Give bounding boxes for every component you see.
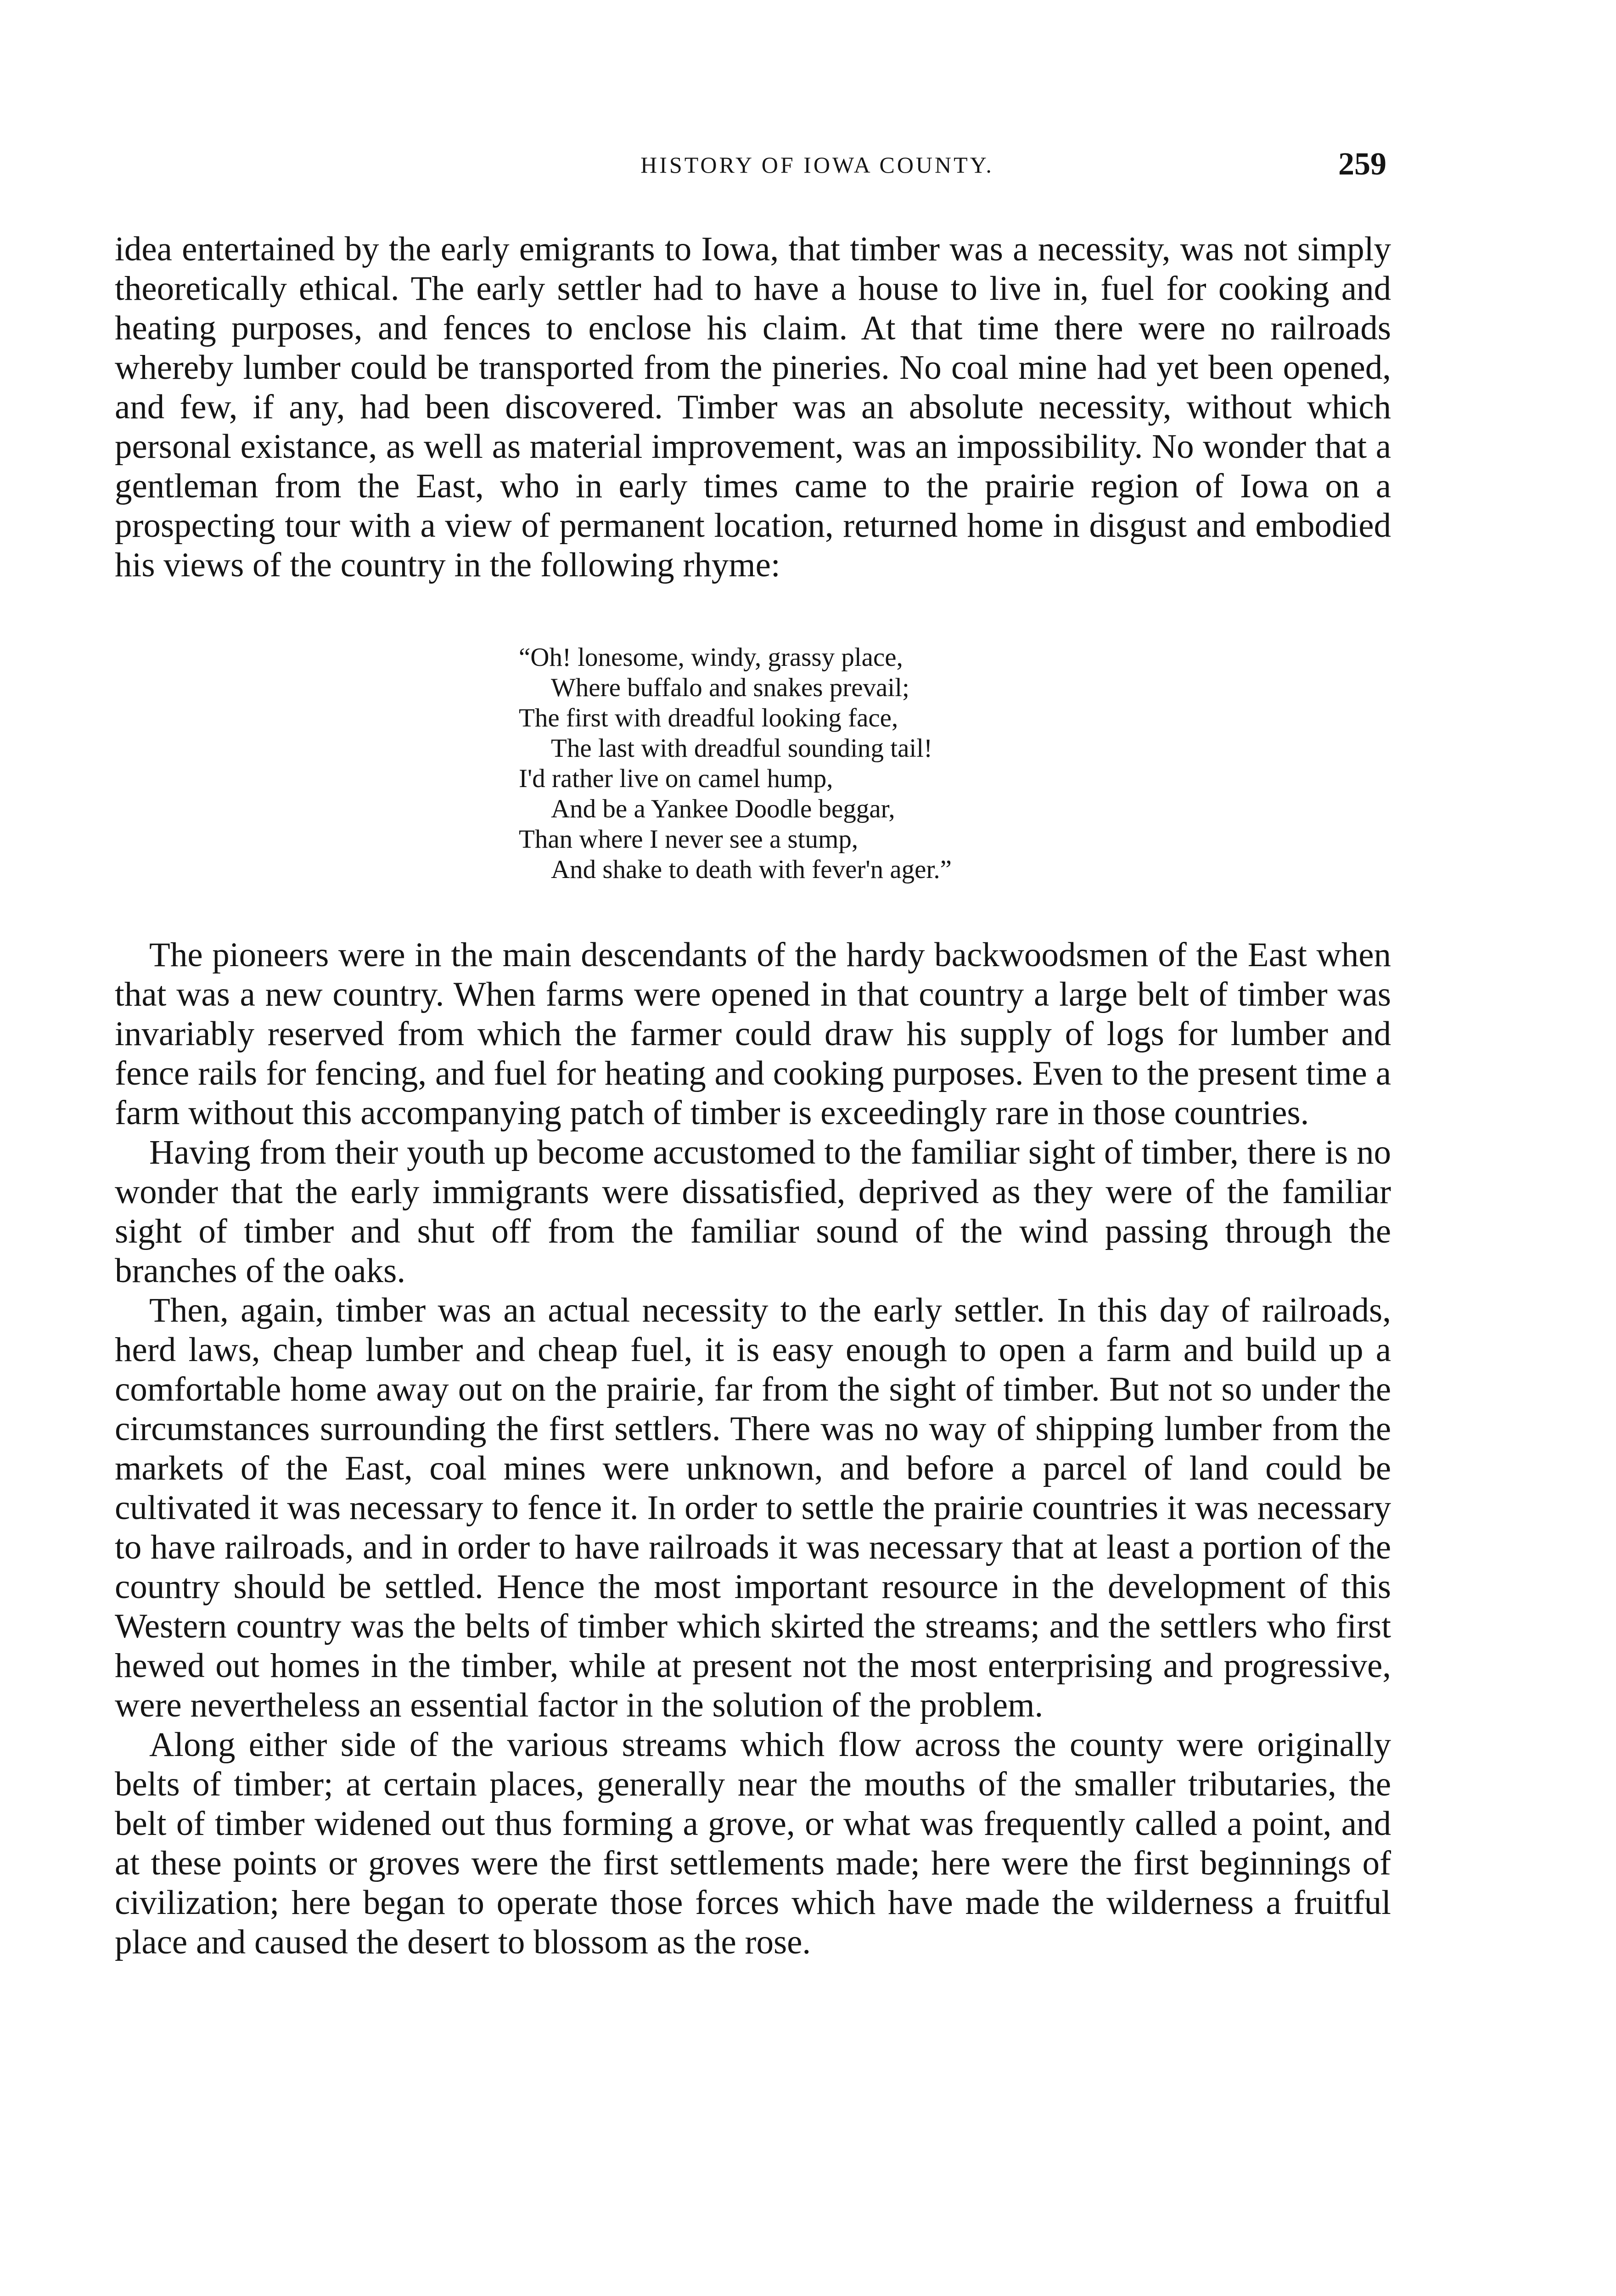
- poem-line-5: I'd rather live on camel hump,: [519, 764, 833, 793]
- paragraph-4: Then, again, timber was an actual necessity to the early settler. In this day of railroads, herd laws, cheap lumber and cheap fuel, it is easy enough to open a farm and build up a comfortable home away out on the prairie, far from the sight of timber. But not so under the circumstances surrounding the first settlers. There was no way of shipping lumber from the markets of the East, coal mines were unknown, and before a parcel of land could be cultivated it was necessary to fence it. In order to settle the prairie countries it was necessary to have railroads, and in order to have railroads it was necessary that at least a portion of the country should be settled. Hence the most important resource in the development of this Western country was the belts of timber which skirted the streams; and the settlers who first hewed out homes in the timber, while at present not the most enterprising and progressive, were nevertheless an essential factor in the solution of the problem.: [115, 1291, 1391, 1724]
- paragraph-5: Along either side of the various streams which flow across the county were originally belts of timber; at certain places, generally near the mouths of the smaller tributaries, the belt of timber widened out thus forming a grove, or what was frequently called a point, and at these points or groves were the first settlements made; here were the first beginnings of civilization; here began to operate those forces which have made the wilderness a fruitful place and caused the desert to blossom as the rose.: [115, 1726, 1391, 1961]
- paragraph-2: The pioneers were in the main descendants of the hardy backwoodsmen of the East when that was a new country. When farms were opened in that country a large belt of timber was invariably reserved from which the farmer could draw his supply of logs for lumber and fence rails for fencing, and fuel for heating and cooking purposes. Even to the present time a farm without this accompanying patch of timber is exceedingly rare in those countries.: [115, 936, 1391, 1132]
- page-number: 259: [1338, 146, 1386, 182]
- main-text: [115, 230, 1391, 1962]
- paragraph-1: idea entertained by the early emigrants to Iowa, that timber was a necessity, was not simply theoretically ethical. The early settler had to have a house to live in, fuel for cooking and heating purposes, and fences to enclose his claim. At that time there were no railroads whereby lumber could be transported from the pineries. No coal mine had yet been opened, and few, if any, had been discovered. Timber was an absolute necessity, without which personal existance, as well as material improvement, was an impossibility. No wonder that a gentleman from the East, who in early times came to the prairie region of Iowa on a prospecting tour with a view of permanent location, returned home in disgust and embodied his views of the country in the following rhyme:: [115, 230, 1391, 584]
- poem-line-2: Where buffalo and snakes prevail;: [551, 673, 909, 702]
- poem-line-1: “Oh! lonesome, windy, grassy place,: [519, 643, 903, 672]
- paragraph-3: Having from their youth up become accustomed to the familiar sight of timber, there is no wonder that the early immigrants were dissatisfied, deprived as they were of the familiar sight of timber and shut off from the familiar sound of the wind passing through the branches of the oaks.: [115, 1133, 1391, 1290]
- poem-line-7: Than where I never see a stump,: [519, 825, 858, 854]
- poem-line-3: The first with dreadful looking face,: [519, 703, 898, 732]
- poem-line-8: And shake to death with fever'n ager.”: [551, 855, 952, 884]
- poem: [519, 642, 1391, 885]
- poem-line-6: And be a Yankee Doodle beggar,: [551, 794, 895, 823]
- poem-line-4: The last with dreadful sounding tail!: [551, 734, 933, 763]
- running-head: HISTORY OF IOWA COUNTY.: [640, 152, 994, 178]
